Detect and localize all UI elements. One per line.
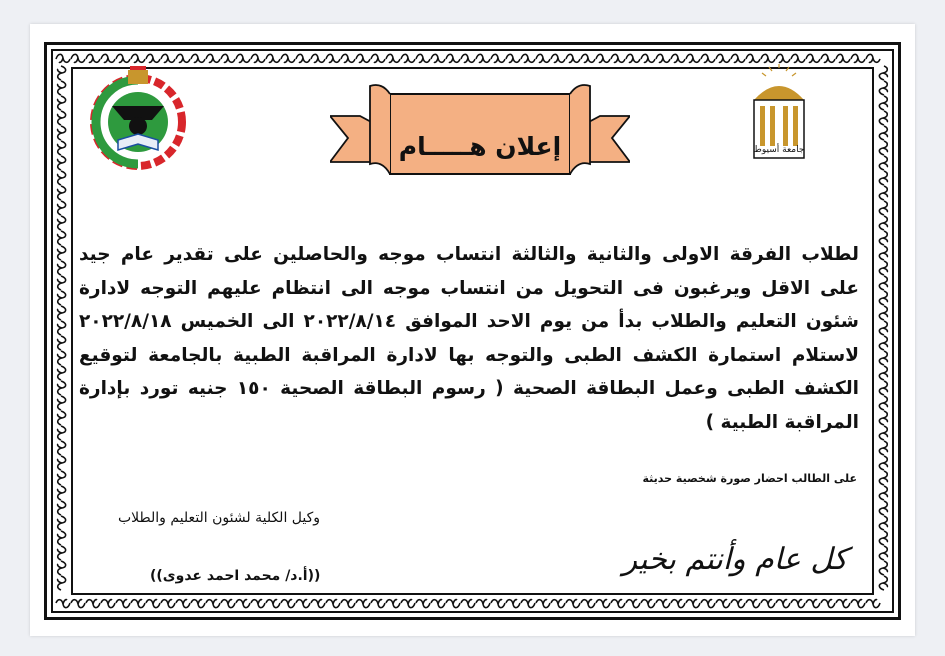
- ornament-motif: [611, 600, 625, 608]
- ornament-motif: [686, 54, 700, 62]
- ornament-motif: [58, 546, 66, 560]
- ornament-motif: [71, 54, 85, 62]
- faculty-logo: [82, 64, 194, 174]
- ornament-motif: [879, 111, 887, 125]
- ornament-motif: [281, 54, 295, 62]
- ornament-motif: [446, 54, 460, 62]
- ornament-motif: [401, 600, 415, 608]
- ornament-motif: [58, 216, 66, 230]
- ornament-motif: [58, 141, 66, 155]
- ornament-motif: [879, 96, 887, 110]
- ornament-motif: [446, 600, 460, 608]
- ornament-motif: [58, 186, 66, 200]
- ornament-motif: [701, 600, 715, 608]
- ornament-motif: [58, 561, 66, 575]
- ornament-motif: [58, 486, 66, 500]
- ornament-motif: [879, 531, 887, 545]
- ornament-motif: [731, 600, 745, 608]
- ornament-motif: [521, 54, 535, 62]
- ornament-motif: [161, 54, 175, 62]
- ornament-motif: [536, 600, 550, 608]
- ornament-motif: [836, 54, 850, 62]
- ornament-motif: [236, 600, 250, 608]
- ornament-motif: [879, 396, 887, 410]
- ornament-motif: [266, 600, 280, 608]
- ornament-motif: [461, 600, 475, 608]
- ornament-motif: [806, 600, 820, 608]
- ornament-motif: [58, 231, 66, 245]
- ornament-motif: [879, 366, 887, 380]
- ornament-motif: [879, 306, 887, 320]
- ornament-motif: [879, 216, 887, 230]
- ornament-motif: [686, 600, 700, 608]
- ornament-motif: [879, 201, 887, 215]
- ornament-motif: [879, 156, 887, 170]
- ornament-motif: [251, 600, 265, 608]
- ornament-motif: [101, 54, 115, 62]
- ornament-motif: [879, 441, 887, 455]
- ornament-motif: [716, 600, 730, 608]
- ornament-motif: [146, 54, 160, 62]
- ornament-motif: [56, 54, 70, 62]
- ornament-motif: [101, 600, 115, 608]
- greeting-calligraphy: [610, 524, 860, 594]
- ornament-motif: [401, 54, 415, 62]
- ornament-motif: [371, 600, 385, 608]
- ornament-motif: [461, 54, 475, 62]
- ornament-motif: [671, 600, 685, 608]
- ornament-motif: [386, 600, 400, 608]
- ornament-motif: [821, 600, 835, 608]
- ornament-motif: [58, 126, 66, 140]
- ornament-motif: [58, 381, 66, 395]
- ornament-motif: [236, 54, 250, 62]
- ornament-motif: [836, 600, 850, 608]
- ornament-motif: [58, 441, 66, 455]
- ornament-motif: [879, 126, 887, 140]
- ornament-motif: [176, 54, 190, 62]
- ornament-motif: [879, 66, 887, 80]
- ornament-motif: [161, 600, 175, 608]
- ornament-motif: [791, 600, 805, 608]
- ornament-motif: [879, 471, 887, 485]
- ornament-motif: [431, 600, 445, 608]
- ornament-motif: [879, 171, 887, 185]
- ornament-motif: [596, 600, 610, 608]
- ornament-motif: [879, 246, 887, 260]
- ornament-motif: [356, 600, 370, 608]
- ornament-motif: [476, 54, 490, 62]
- ornament-motif: [58, 321, 66, 335]
- ornament-motif: [879, 321, 887, 335]
- ornament-motif: [491, 600, 505, 608]
- ornament-motif: [879, 546, 887, 560]
- ornament-motif: [116, 600, 130, 608]
- ornament-motif: [611, 54, 625, 62]
- ornament-motif: [58, 246, 66, 260]
- ornament-motif: [416, 54, 430, 62]
- ornament-motif: [879, 276, 887, 290]
- ornament-motif: [879, 141, 887, 155]
- ornament-motif: [866, 54, 880, 62]
- ornament-motif: [356, 54, 370, 62]
- ornament-motif: [296, 54, 310, 62]
- ornament-motif: [581, 54, 595, 62]
- ornament-motif: [879, 231, 887, 245]
- ornament-motif: [58, 306, 66, 320]
- ornament-motif: [866, 600, 880, 608]
- ornament-motif: [58, 66, 66, 80]
- ornament-motif: [341, 600, 355, 608]
- announcement-sheet: [30, 24, 915, 636]
- ornament-motif: [821, 54, 835, 62]
- ornament-motif: [656, 600, 670, 608]
- ornament-motif: [58, 351, 66, 365]
- ornament-motif: [58, 366, 66, 380]
- ornament-motif: [879, 516, 887, 530]
- ornament-motif: [58, 471, 66, 485]
- ornament-motif: [326, 600, 340, 608]
- ornament-motif: [746, 600, 760, 608]
- ornament-motif: [58, 426, 66, 440]
- ornament-motif: [671, 54, 685, 62]
- ornament-motif: [536, 54, 550, 62]
- ornament-motif: [221, 54, 235, 62]
- ornament-motif: [521, 600, 535, 608]
- ornament-motif: [58, 576, 66, 590]
- ornament-motif: [56, 600, 70, 608]
- announcement-body: لطلاب الفرقة الاولى والثانية والثالثة انتساب موجه والحاصلين على تقدير عام جيد على الاقل ويرغبون فى التحويل من انتساب موجه الى انتظام عليهم التوجه لادارة شئون التعليم والطلاب بدأ من يوم الاحد الموافق ٢٠٢٢/٨/١٤ الى الخميس ٢٠٢٢/٨/١٨ لاستلام استمارة الكشف الطبى والتوجه بها لادارة المراقبة الطبية بالجامعة لتوقيع الكشف الطبى وعمل البطاقة الصحية ( رسوم البطاقة الصحية ١٥٠ جنيه تورد بإدارة المراقبة الطبية ): [79, 244, 859, 433]
- ornament-motif: [221, 600, 235, 608]
- ornament-motif: [86, 54, 100, 62]
- ornament-motif: [431, 54, 445, 62]
- ornament-motif: [626, 54, 640, 62]
- ornament-motif: [641, 54, 655, 62]
- ornament-motif: [58, 501, 66, 515]
- university-logo: [748, 62, 810, 172]
- ornament-motif: [58, 336, 66, 350]
- ornament-motif: [641, 600, 655, 608]
- ornament-motif: [879, 426, 887, 440]
- ornament-motif: [626, 600, 640, 608]
- ornament-motif: [879, 576, 887, 590]
- ornament-motif: [476, 600, 490, 608]
- ornament-motif: [58, 516, 66, 530]
- ornament-motif: [58, 531, 66, 545]
- ornament-motif: [851, 600, 865, 608]
- ornament-motif: [879, 456, 887, 470]
- ornament-motif: [491, 54, 505, 62]
- ornament-motif: [71, 600, 85, 608]
- ornament-motif: [551, 600, 565, 608]
- ornament-motif: [371, 54, 385, 62]
- ornament-motif: [566, 600, 580, 608]
- ornament-motif: [341, 54, 355, 62]
- ornament-motif: [58, 156, 66, 170]
- ornament-motif: [58, 291, 66, 305]
- ornament-motif: [296, 600, 310, 608]
- ornament-motif: [879, 291, 887, 305]
- ornament-motif: [551, 54, 565, 62]
- ornament-motif: [879, 501, 887, 515]
- ornament-motif: [131, 54, 145, 62]
- ornament-motif: [281, 600, 295, 608]
- ornament-motif: [58, 261, 66, 275]
- signatory-title: وكيل الكلية لشئون التعليم والطلاب: [118, 510, 321, 526]
- ornament-motif: [326, 54, 340, 62]
- ornament-motif: [566, 54, 580, 62]
- ornament-motif: [251, 54, 265, 62]
- ornament-motif: [879, 81, 887, 95]
- ornament-motif: [58, 396, 66, 410]
- ornament-motif: [58, 411, 66, 425]
- ornament-motif: [58, 111, 66, 125]
- ornament-motif: [731, 54, 745, 62]
- ornament-motif: [58, 171, 66, 185]
- ornament-motif: [776, 600, 790, 608]
- ornament-motif: [191, 54, 205, 62]
- ornament-motif: [386, 54, 400, 62]
- ornament-motif: [879, 261, 887, 275]
- signatory-name: ((أ.د/ محمد احمد عدوى)): [150, 568, 321, 584]
- ornament-motif: [851, 54, 865, 62]
- ornament-motif: [191, 600, 205, 608]
- ornament-motif: [506, 54, 520, 62]
- ornament-motif: [311, 600, 325, 608]
- ornament-motif: [761, 600, 775, 608]
- ornament-motif: [701, 54, 715, 62]
- ornament-motif: [58, 81, 66, 95]
- ornament-motif: [879, 381, 887, 395]
- ornament-motif: [206, 600, 220, 608]
- ornament-motif: [58, 276, 66, 290]
- ornament-motif: [656, 54, 670, 62]
- ornament-motif: [879, 561, 887, 575]
- ornament-motif: [879, 411, 887, 425]
- ornament-motif: [879, 486, 887, 500]
- ornament-motif: [596, 54, 610, 62]
- ornament-motif: [176, 600, 190, 608]
- ornament-motif: [506, 600, 520, 608]
- ornament-motif: [58, 96, 66, 110]
- ornament-motif: [206, 54, 220, 62]
- logo-caption: جامعة أسيوط: [753, 145, 805, 155]
- ornament-motif: [581, 600, 595, 608]
- ornament-motif: [116, 54, 130, 62]
- ornament-motif: [716, 54, 730, 62]
- ornament-motif: [879, 336, 887, 350]
- ornament-motif: [146, 600, 160, 608]
- photo-note: على الطالب احضار صورة شخصية حديثة: [642, 472, 857, 485]
- ornament-motif: [86, 600, 100, 608]
- ornament-motif: [879, 351, 887, 365]
- ornament-motif: [131, 600, 145, 608]
- ornament-motif: [416, 600, 430, 608]
- ornament-motif: [58, 201, 66, 215]
- greeting-text: كل عام وأنتم بخير: [622, 541, 848, 577]
- ornament-motif: [879, 186, 887, 200]
- ornament-motif: [266, 54, 280, 62]
- announcement-title: إعلان هـــــام: [398, 132, 562, 161]
- ornament-motif: [58, 456, 66, 470]
- ornament-motif: [311, 54, 325, 62]
